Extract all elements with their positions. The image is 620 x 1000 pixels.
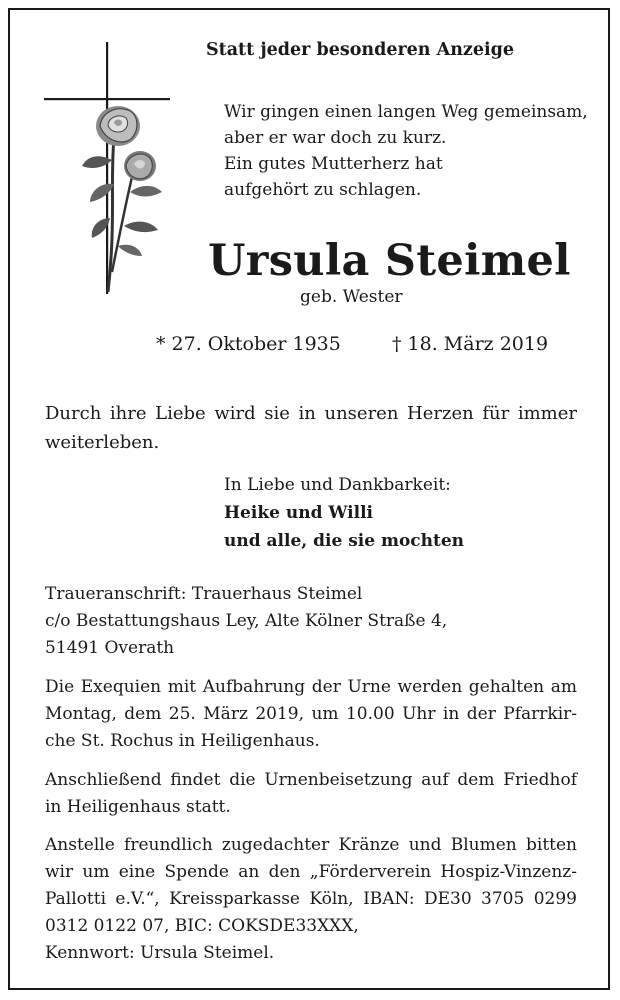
donation-line: 0312 0122 07, BIC: COKSDE33XXX, <box>45 916 359 936</box>
poem-line: aufgehört zu schlagen. <box>224 180 422 200</box>
exequien-line: Montag, dem 25. März 2019, um 10.00 Uhr in der Pfarrkir- <box>45 704 577 724</box>
burial-paragraph <box>45 767 577 821</box>
address-line: c/o Bestattungshaus Ley, Alte Kölner Straße 4, <box>45 611 448 631</box>
closing-intro: In Liebe und Dankbarkeit: <box>224 475 451 495</box>
mourning-address <box>45 581 577 662</box>
obituary-notice <box>8 8 610 990</box>
poem-line: Wir gingen einen langen Weg gemeinsam, <box>224 102 588 122</box>
maiden-name: geb. Wester <box>300 287 403 307</box>
donation-paragraph <box>45 832 577 967</box>
exequien-line: Die Exequien mit Aufbahrung der Urne werden gehalten am <box>45 677 577 697</box>
donation-line: Kennwort: Ursula Steimel. <box>45 943 275 963</box>
birth-date: * 27. Oktober 1935 <box>156 333 341 355</box>
donation-line: wir um eine Spende an den „Förderverein Hospiz-Vinzenz- <box>45 862 577 882</box>
closing-block <box>224 471 464 555</box>
memory-text: Durch ihre Liebe wird sie in unseren Herzen für immer weiterleben. <box>45 403 577 453</box>
poem-line: Ein gutes Mutterherz hat <box>224 154 443 174</box>
donation-line: Pallotti e.V.“, Kreissparkasse Köln, IBAN: DE30 3705 0299 <box>45 889 577 909</box>
donation-line: Anstelle freundlich zugedachter Kränze und Blumen bitten <box>45 835 577 855</box>
notice-header: Statt jeder besonderen Anzeige <box>206 40 515 60</box>
poem <box>224 99 588 203</box>
burial-line: Anschließend findet die Urnenbeisetzung auf dem Friedhof <box>45 770 577 790</box>
address-line: 51491 Overath <box>45 638 175 658</box>
exequien-line: che St. Rochus in Heiligenhaus. <box>45 731 320 751</box>
death-date: † 18. März 2019 <box>392 333 549 355</box>
deceased-name: Ursula Steimel <box>208 236 571 286</box>
address-line: Traueranschrift: Trauerhaus Steimel <box>45 584 363 604</box>
family-names: Heike und Willi <box>224 503 373 523</box>
cross-with-rose-icon <box>44 42 174 302</box>
poem-line: aber er war doch zu kurz. <box>224 128 447 148</box>
burial-line: in Heiligenhaus statt. <box>45 797 231 817</box>
family-names-others: und alle, die sie mochten <box>224 531 465 551</box>
exequien-paragraph <box>45 674 577 755</box>
